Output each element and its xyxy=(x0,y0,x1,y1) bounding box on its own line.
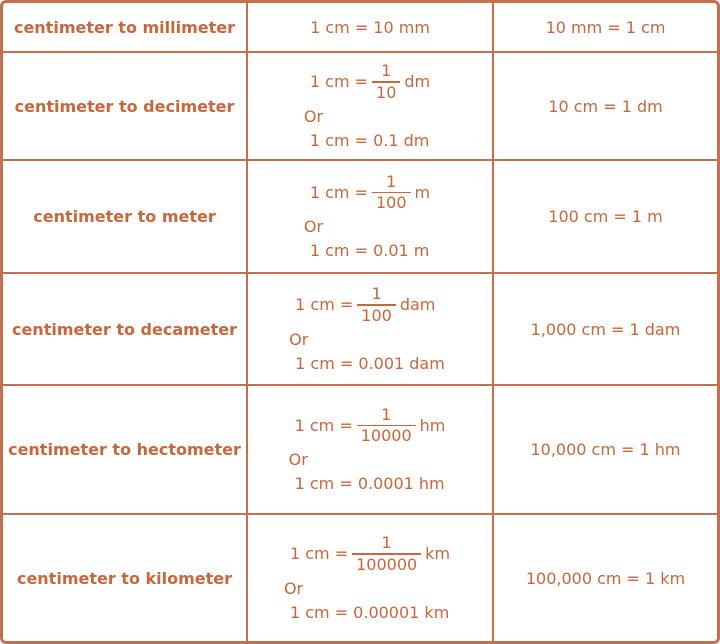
or-label: Or xyxy=(303,217,324,237)
conversion-name: centimeter to hectometer xyxy=(3,386,248,513)
reverse-conversion: 100,000 cm = 1 km xyxy=(525,568,686,588)
conversion-formula xyxy=(248,161,494,272)
fraction-denominator: 10000 xyxy=(360,426,412,446)
table-row xyxy=(3,161,717,274)
table-row xyxy=(3,3,717,53)
conversion-formula xyxy=(248,53,494,159)
reverse-conversion: 10,000 cm = 1 hm xyxy=(530,440,681,459)
formula-unit: hm xyxy=(419,415,446,435)
formula-lhs: 1 cm = xyxy=(309,72,369,91)
conversion-name: centimeter to millimeter xyxy=(3,3,248,51)
formula-unit: dam xyxy=(399,295,436,314)
formula-unit: dm xyxy=(404,72,431,91)
or-label: Or xyxy=(289,329,309,349)
table-row xyxy=(3,386,717,515)
conversion-formula xyxy=(248,515,494,641)
fraction xyxy=(372,171,411,213)
fraction-denominator: 100 xyxy=(361,305,392,325)
decimal-formula: 1 cm = 0.0001 hm xyxy=(294,474,445,494)
decimal-formula: 1 cm = 0.00001 km xyxy=(289,602,450,622)
reverse-conversion: 10 mm = 1 cm xyxy=(545,17,666,37)
formula-lhs: 1 cm = xyxy=(309,182,368,202)
conversion-name: centimeter to decimeter xyxy=(3,53,248,159)
fraction-denominator: 100000 xyxy=(356,554,418,574)
conversion-name: centimeter to decameter xyxy=(3,274,248,384)
fraction xyxy=(352,535,421,573)
conversion-formula: 1 cm = 10 mm xyxy=(248,3,494,51)
conversion-name: centimeter to meter xyxy=(3,161,248,272)
table-row xyxy=(3,274,717,386)
conversion-formula xyxy=(248,274,494,384)
table-row xyxy=(3,53,717,161)
reverse-conversion: 1,000 cm = 1 dam xyxy=(530,319,681,339)
or-label: Or xyxy=(303,106,324,126)
decimal-formula: 1 cm = 0.01 m xyxy=(309,241,430,261)
formula-lhs: 1 cm = xyxy=(294,415,353,435)
fraction-numerator: 1 xyxy=(381,533,392,553)
formula-lhs: 1 cm = xyxy=(289,544,349,563)
reverse-conversion: 100 cm = 1 m xyxy=(548,207,663,226)
fraction-denominator: 10 xyxy=(376,82,397,102)
fraction xyxy=(357,404,416,446)
table-row xyxy=(3,515,717,641)
fraction-numerator: 1 xyxy=(386,171,397,191)
or-label: Or xyxy=(283,578,304,598)
conversion-formula xyxy=(248,386,494,513)
fraction-denominator: 100 xyxy=(376,193,407,213)
reverse-conversion: 10 cm = 1 dm xyxy=(548,96,663,116)
formula-unit: m xyxy=(414,182,431,202)
or-label: Or xyxy=(288,450,308,470)
decimal-formula: 1 cm = 0.001 dam xyxy=(295,353,445,373)
fraction-numerator: 1 xyxy=(381,61,392,81)
fraction xyxy=(357,286,396,324)
formula-lhs: 1 cm = xyxy=(295,295,354,314)
decimal-formula: 1 cm = 0.1 dm xyxy=(309,130,430,150)
fraction-numerator: 1 xyxy=(381,404,392,424)
fraction-numerator: 1 xyxy=(371,284,382,304)
formula-unit: km xyxy=(425,544,451,563)
fraction xyxy=(372,63,400,101)
conversion-name: centimeter to kilometer xyxy=(3,515,248,641)
